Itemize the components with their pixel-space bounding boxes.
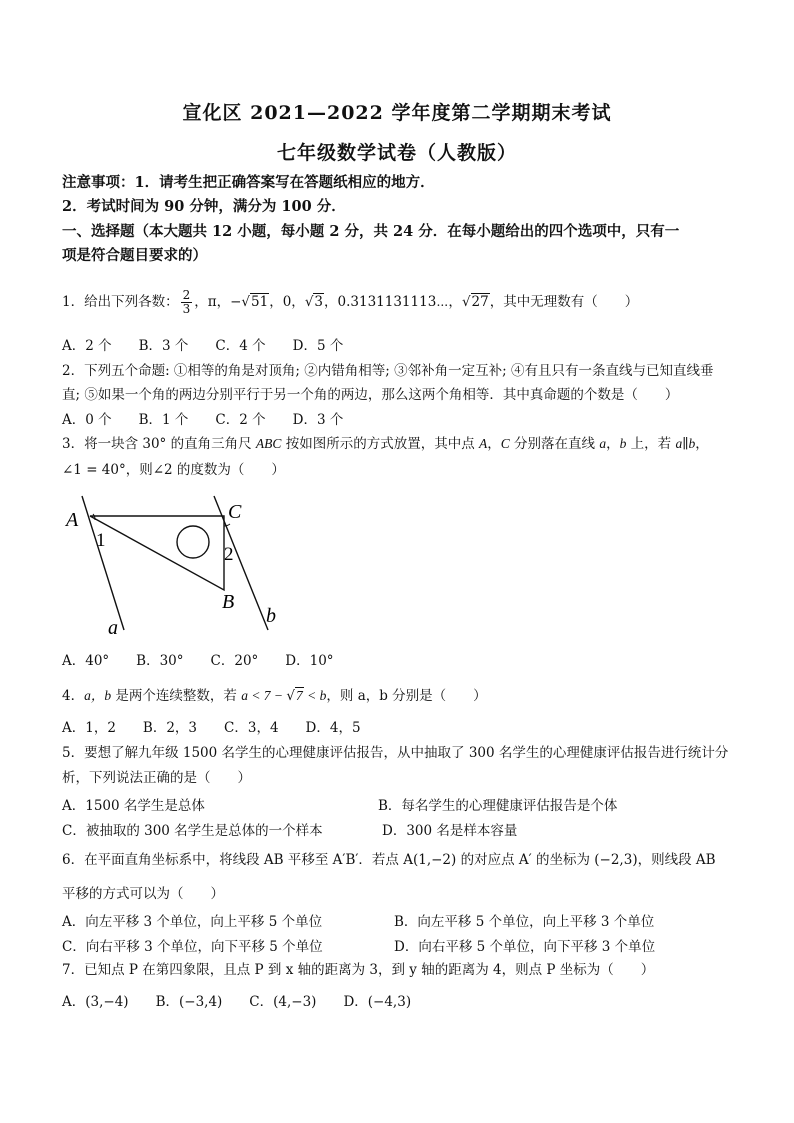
question-5-option-a: A．1500 名学生是总体 xyxy=(62,798,205,814)
triangle-hole xyxy=(177,526,209,558)
question-5-option-d: D．300 名是样本容量 xyxy=(382,823,518,839)
label-angle-1: 1 xyxy=(96,530,106,551)
question-6-line-2: 平移的方式可以为（ ） xyxy=(62,886,224,902)
label-C: C xyxy=(228,501,242,523)
question-3-line-1: 3．将一块含 30° 的直角三角尺 ABC 按如图所示的方式放置，其中点 A，C 分别落在直线 a，b 上，若 a∥b， xyxy=(62,436,709,452)
exam-subtitle: 七年级数学试卷（人教版） xyxy=(276,142,517,164)
question-5-option-b: B．每名学生的心理健康评估报告是个体 xyxy=(378,798,618,814)
exam-title: 宣化区 2021—2022 学年度第二学期期末考试 xyxy=(182,102,612,124)
fraction: $\frac{2}{3}$ xyxy=(182,288,191,316)
label-A: A xyxy=(66,509,79,531)
question-6-option-d: D．向右平移 5 个单位，向下平移 3 个单位 xyxy=(394,939,656,955)
question-5-option-c: C．被抽取的 300 名学生是总体的一个样本 xyxy=(62,823,323,839)
question-4-options: A．1，2 B．2，3 C．3，4 D．4，5 xyxy=(62,720,361,736)
question-3-line-2: ∠1 = 40°，则∠2 的度数为（ ） xyxy=(62,462,285,478)
angle-1-arc xyxy=(93,514,95,520)
question-5-line-2: 析，下列说法正确的是（ ） xyxy=(62,770,251,786)
label-line-b: b xyxy=(266,605,276,627)
section-heading-2: 项是符合题目要求的） xyxy=(62,247,207,264)
question-6-line-1: 6．在平面直角坐标系中，将线段 AB 平移至 A′B′．若点 A(1,−2) 的对应点 A′ 的坐标为 (−2,3)，则线段 AB xyxy=(62,852,716,868)
question-6-option-b: B．向左平移 5 个单位，向上平移 3 个单位 xyxy=(394,914,655,930)
question-2-line-1: 2．下列五个命题: ①相等的角是对顶角; ②内错角相等; ③邻补角一定互补; ④有且只有一条直线与已知直线垂 xyxy=(62,363,714,379)
label-line-a: a xyxy=(108,617,118,639)
question-1: 1．给出下列各数： $\frac{2}{3}$ ，π，−√51，0，√3，0.3131131113⋯，√27，其中无理数有（ ） xyxy=(62,288,639,316)
notes-line-2: 2．考试时间为 90 分钟，满分为 100 分． xyxy=(62,198,346,215)
question-6-option-a: A．向左平移 3 个单位，向上平移 5 个单位 xyxy=(62,914,323,930)
question-2-line-2: 直; ⑤如果一个角的两边分别平行于另一个角的两边，那么这两个角相等．其中真命题的个数是（ ） xyxy=(62,387,679,403)
question-2-options: A．0 个 B．1 个 C．2 个 D．3 个 xyxy=(62,412,344,428)
question-7-line-1: 7．已知点 P 在第四象限，且点 P 到 x 轴的距离为 3，到 y 轴的距离为 4，则点 P 坐标为（ ） xyxy=(62,962,655,978)
question-7-options: A．(3,−4) B．(−3,4) C．(4,−3) D．(−4,3) xyxy=(62,994,412,1010)
notes-line-1: 注意事项：1．请考生把正确答案写在答题纸相应的地方． xyxy=(62,174,435,191)
question-4: 4．a，b 是两个连续整数，若 a < 7 − √7 < b，则 a，b 分别是（ ） xyxy=(62,688,487,704)
triangle-figure xyxy=(62,490,292,640)
question-5-line-1: 5．要想了解九年级 1500 名学生的心理健康评估报告，从中抽取了 300 名学生的心理健康评估报告进行统计分 xyxy=(62,745,729,761)
label-B: B xyxy=(222,591,235,613)
question-1-options: A．2 个 B．3 个 C．4 个 D．5 个 xyxy=(62,338,344,354)
section-heading-1: 一、选择题（本大题共 12 小题，每小题 2 分，共 24 分．在每小题给出的四个选项中，只有一 xyxy=(62,223,680,240)
label-angle-2: 2 xyxy=(224,544,234,565)
question-3-options: A．40° B．30° C．20° D．10° xyxy=(62,653,334,669)
question-6-option-c: C．向右平移 3 个单位，向下平移 5 个单位 xyxy=(62,939,323,955)
